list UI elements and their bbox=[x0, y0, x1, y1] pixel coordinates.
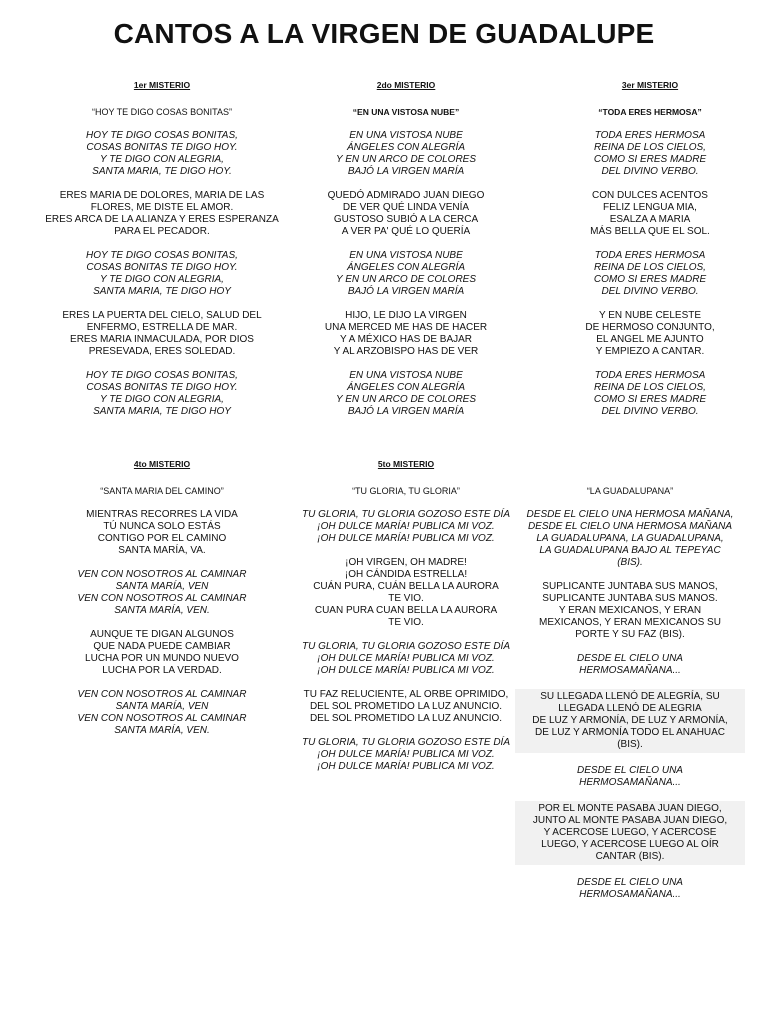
lyric-line: FELIZ LENGUA MIA, bbox=[603, 202, 697, 213]
lyric-line: COMO SI ERES MADRE bbox=[593, 154, 707, 165]
lyric-line: HIJO, LE DIJO LA VIRGEN bbox=[345, 310, 467, 321]
section-heading: 3er MISTERIO bbox=[621, 80, 679, 90]
lyric-line: ÁNGELES CON ALEGRÍA bbox=[347, 382, 465, 393]
lyric-line: DESDE EL CIELO UNA HERMOSA MAÑANA bbox=[527, 521, 733, 532]
section-heading: 5to MISTERIO bbox=[377, 459, 435, 469]
section-5to-misterio bbox=[281, 458, 531, 785]
lyric-line: ¡OH DULCE MARÍA! PUBLICA MI VOZ. bbox=[317, 533, 495, 544]
lyric-line: Y EN UN ARCO DE COLORES bbox=[335, 154, 477, 165]
lyric-line: TU GLORIA, TU GLORIA GOZOSO ESTE DÍA bbox=[302, 509, 510, 520]
lyric-line: REINA DE LOS CIELOS, bbox=[594, 382, 706, 393]
section-heading bbox=[515, 458, 745, 470]
verse-stanza bbox=[37, 190, 287, 238]
song-title: “SANTA MARIA DEL CAMINO” bbox=[100, 486, 224, 496]
lyric-line: Y EMPIEZO A CANTAR. bbox=[595, 346, 705, 357]
chorus-stanza bbox=[281, 250, 531, 298]
lyric-line: LUEGO, Y ACERCOSE LUEGO AL OÍR bbox=[541, 839, 719, 850]
lyric-line: DESDE EL CIELO UNA bbox=[577, 765, 683, 776]
lyric-line: TODA ERES HERMOSA bbox=[594, 250, 706, 261]
lyric-line: CANTAR (BIS). bbox=[595, 851, 665, 862]
lyric-line: COMO SI ERES MADRE bbox=[593, 394, 707, 405]
section-4to-misterio bbox=[37, 458, 287, 749]
lyric-line: BAJÓ LA VIRGEN MARÍA bbox=[347, 406, 465, 417]
lyric-line: LUCHA POR LA VERDAD. bbox=[102, 665, 222, 676]
song-title: “LA GUADALUPANA” bbox=[586, 486, 674, 496]
lyric-line: ÁNGELES CON ALEGRÍA bbox=[347, 142, 465, 153]
lyric-line: TE VIO. bbox=[388, 617, 424, 628]
lyric-line: Y EN NUBE CELESTE bbox=[598, 310, 702, 321]
lyric-line: QUE NADA PUEDE CAMBIAR bbox=[93, 641, 231, 652]
lyric-line: SANTA MARÍA, VEN. bbox=[114, 605, 210, 616]
lyric-line: SUPLICANTE JUNTABA SUS MANOS. bbox=[542, 593, 718, 604]
chorus-stanza bbox=[525, 130, 768, 178]
lyric-line: CON DULCES ACENTOS bbox=[592, 190, 708, 201]
lyric-line: COSAS BONITAS TE DIGO HOY. bbox=[86, 382, 238, 393]
lyric-line: ¡OH VIRGEN, OH MADRE! bbox=[345, 557, 467, 568]
section-heading: 1er MISTERIO bbox=[133, 80, 191, 90]
lyric-line: COMO SI ERES MADRE bbox=[593, 274, 707, 285]
lyric-line: ÁNGELES CON ALEGRÍA bbox=[347, 262, 465, 273]
lyric-line: DEL SOL PROMETIDO LA LUZ ANUNCIO. bbox=[309, 701, 503, 712]
verse-stanza bbox=[525, 310, 768, 358]
lyric-line: Y AL ARZOBISPO HAS DE VER bbox=[333, 346, 479, 357]
section-heading: 2do MISTERIO bbox=[376, 80, 436, 90]
lyric-line: HERMOSAMAÑANA... bbox=[579, 889, 681, 900]
lyric-line: ERES ARCA DE LA ALIANZA Y ERES ESPERANZA bbox=[45, 214, 279, 225]
lyric-line: FLORES, ME DISTE EL AMOR. bbox=[90, 202, 234, 213]
lyric-line: LA GUADALUPANA, LA GUADALUPANA, bbox=[536, 533, 724, 544]
lyric-line: VEN CON NOSOTROS AL CAMINAR bbox=[77, 713, 247, 724]
verse-stanza bbox=[515, 689, 745, 753]
lyric-line: SANTA MARIA, TE DIGO HOY bbox=[93, 406, 231, 417]
lyric-line: SANTA MARÍA, VA. bbox=[118, 545, 206, 556]
verse-stanza bbox=[281, 557, 531, 629]
lyric-line: Y ERAN MEXICANOS, Y ERAN bbox=[558, 605, 702, 616]
lyric-line: Y TE DIGO CON ALEGRIA, bbox=[100, 154, 224, 165]
lyric-line: TÚ NUNCA SOLO ESTÁS bbox=[103, 521, 221, 532]
section-3er-misterio bbox=[525, 79, 768, 430]
section-heading: 4to MISTERIO bbox=[133, 459, 191, 469]
lyric-line: Y TE DIGO CON ALEGRIA, bbox=[100, 394, 224, 405]
lyric-line: HERMOSAMAÑANA... bbox=[579, 777, 681, 788]
lyric-line: BAJÓ LA VIRGEN MARÍA bbox=[347, 286, 465, 297]
lyric-line: Y TE DIGO CON ALEGRIA, bbox=[100, 274, 224, 285]
lyric-line: Y EN UN ARCO DE COLORES bbox=[335, 394, 477, 405]
lyric-line: TU GLORIA, TU GLORIA GOZOSO ESTE DÍA bbox=[302, 737, 510, 748]
lyric-line: ¡OH DULCE MARÍA! PUBLICA MI VOZ. bbox=[317, 521, 495, 532]
chorus-stanza bbox=[515, 877, 745, 901]
lyric-line: TU FAZ RELUCIENTE, AL ORBE OPRIMIDO, bbox=[303, 689, 509, 700]
chorus-stanza bbox=[515, 509, 745, 569]
lyric-line: COSAS BONITAS TE DIGO HOY. bbox=[86, 142, 238, 153]
section-2do-misterio bbox=[281, 79, 531, 430]
chorus-stanza bbox=[525, 370, 768, 418]
verse-stanza bbox=[515, 581, 745, 641]
section-la-guadalupana bbox=[515, 458, 745, 913]
lyric-line: LUCHA POR UN MUNDO NUEVO bbox=[85, 653, 239, 664]
lyric-line: ¡OH DULCE MARÍA! PUBLICA MI VOZ. bbox=[317, 665, 495, 676]
lyric-line: MIENTRAS RECORRES LA VIDA bbox=[86, 509, 238, 520]
lyric-line: LLEGADA LLENÓ DE ALEGRIA bbox=[558, 703, 702, 714]
lyric-line: TU GLORIA, TU GLORIA GOZOSO ESTE DÍA bbox=[302, 641, 510, 652]
lyric-line: AUNQUE TE DIGAN ALGUNOS bbox=[90, 629, 234, 640]
lyric-line: HOY TE DIGO COSAS BONITAS, bbox=[86, 250, 238, 261]
lyric-line: LA GUADALUPANA BAJO AL TEPEYAC bbox=[539, 545, 721, 556]
lyric-line: POR EL MONTE PASABA JUAN DIEGO, bbox=[538, 803, 722, 814]
lyric-line: SU LLEGADA LLENÓ DE ALEGRÍA, SU bbox=[540, 691, 720, 702]
lyric-line: HOY TE DIGO COSAS BONITAS, bbox=[86, 130, 238, 141]
lyric-line: DESDE EL CIELO UNA HERMOSA MAÑANA, bbox=[526, 509, 734, 520]
lyric-line: DEL DIVINO VERBO. bbox=[601, 406, 699, 417]
lyric-line: BAJÓ LA VIRGEN MARÍA bbox=[347, 166, 465, 177]
lyric-line: SANTA MARÍA, VEN bbox=[115, 581, 209, 592]
lyric-line: DEL DIVINO VERBO. bbox=[601, 286, 699, 297]
lyric-line: DE LUZ Y ARMONÍA, DE LUZ Y ARMONÍA, bbox=[532, 715, 728, 726]
lyric-line: ERES MARIA DE DOLORES, MARIA DE LAS bbox=[59, 190, 265, 201]
lyric-line: (BIS). bbox=[617, 739, 643, 750]
chorus-stanza bbox=[281, 370, 531, 418]
lyric-line: TODA ERES HERMOSA bbox=[594, 370, 706, 381]
section-1er-misterio bbox=[37, 79, 287, 430]
song-title: “TODA ERES HERMOSA” bbox=[598, 107, 702, 117]
lyric-line: VEN CON NOSOTROS AL CAMINAR bbox=[77, 593, 247, 604]
chorus-stanza bbox=[37, 370, 287, 418]
lyric-line: EL ANGEL ME AJUNTO bbox=[596, 334, 704, 345]
lyric-line: Y A MÉXICO HAS DE BAJAR bbox=[339, 334, 473, 345]
lyric-line: DESDE EL CIELO UNA bbox=[577, 653, 683, 664]
lyric-line: ¡OH DULCE MARÍA! PUBLICA MI VOZ. bbox=[317, 761, 495, 772]
lyric-line: SANTA MARIA, TE DIGO HOY bbox=[93, 286, 231, 297]
lyric-line: MEXICANOS, Y ERAN MEXICANOS SU bbox=[539, 617, 721, 628]
lyric-line: PRESEVADA, ERES SOLEDAD. bbox=[88, 346, 236, 357]
lyric-line: GUSTOSO SUBIÓ A LA CERCA bbox=[333, 214, 479, 225]
chorus-stanza bbox=[515, 765, 745, 789]
verse-stanza bbox=[281, 190, 531, 238]
lyric-line: DEL SOL PROMETIDO LA LUZ ANUNCIO. bbox=[309, 713, 503, 724]
lyric-line: ESALZA A MARIA bbox=[609, 214, 691, 225]
lyric-line: DESDE EL CIELO UNA bbox=[577, 877, 683, 888]
chorus-stanza bbox=[515, 653, 745, 677]
lyric-line: Y EN UN ARCO DE COLORES bbox=[335, 274, 477, 285]
lyric-line: QUEDÓ ADMIRADO JUAN DIEGO bbox=[327, 190, 485, 201]
lyric-line: CUÁN PURA, CUÁN BELLA LA AURORA bbox=[313, 581, 499, 592]
lyric-line: REINA DE LOS CIELOS, bbox=[594, 142, 706, 153]
lyric-line: ENFERMO, ESTRELLA DE MAR. bbox=[86, 322, 238, 333]
lyric-line: CUAN PURA CUAN BELLA LA AURORA bbox=[314, 605, 498, 616]
chorus-stanza bbox=[37, 569, 287, 617]
lyric-line: Y ACERCOSE LUEGO, Y ACERCOSE bbox=[543, 827, 717, 838]
lyric-line: TODA ERES HERMOSA bbox=[594, 130, 706, 141]
song-title: “EN UNA VISTOSA NUBE” bbox=[352, 107, 460, 117]
lyric-line: ERES MARIA INMACULADA, POR DIOS bbox=[70, 334, 254, 345]
verse-stanza bbox=[515, 801, 745, 865]
lyric-line: SUPLICANTE JUNTABA SUS MANOS, bbox=[542, 581, 718, 592]
lyric-line: DE LUZ Y ARMONÍA TODO EL ANAHUAC bbox=[534, 727, 726, 738]
chorus-stanza bbox=[281, 509, 531, 545]
verse-stanza bbox=[281, 689, 531, 725]
lyric-line: HERMOSAMAÑANA... bbox=[579, 665, 681, 676]
lyric-line: DE VER QUÉ LINDA VENÍA bbox=[342, 202, 470, 213]
chorus-stanza bbox=[37, 689, 287, 737]
lyric-line: HOY TE DIGO COSAS BONITAS, bbox=[86, 370, 238, 381]
chorus-stanza bbox=[37, 130, 287, 178]
verse-stanza bbox=[37, 310, 287, 358]
lyric-line: ERES LA PUERTA DEL CIELO, SALUD DEL bbox=[62, 310, 262, 321]
lyric-line: REINA DE LOS CIELOS, bbox=[594, 262, 706, 273]
lyric-line: EN UNA VISTOSA NUBE bbox=[349, 370, 463, 381]
lyric-line: MÁS BELLA QUE EL SOL. bbox=[590, 226, 710, 237]
page-title: CANTOS A LA VIRGEN DE GUADALUPE bbox=[113, 18, 655, 49]
chorus-stanza bbox=[525, 250, 768, 298]
lyric-line: PARA EL PECADOR. bbox=[114, 226, 210, 237]
lyric-line: CONTIGO POR EL CAMINO bbox=[97, 533, 227, 544]
lyric-line: DEL DIVINO VERBO. bbox=[601, 166, 699, 177]
lyric-line: EN UNA VISTOSA NUBE bbox=[349, 250, 463, 261]
lyric-line: ¡OH CÁNDIDA ESTRELLA! bbox=[344, 569, 468, 580]
lyric-line: A VER PA' QUÉ LO QUERÍA bbox=[341, 226, 471, 237]
chorus-stanza bbox=[37, 250, 287, 298]
lyric-line: DE HERMOSO CONJUNTO, bbox=[585, 322, 715, 333]
lyric-line: SANTA MARIA, TE DIGO HOY. bbox=[92, 166, 232, 177]
lyric-line: SANTA MARÍA, VEN. bbox=[114, 725, 210, 736]
lyric-line: TE VIO. bbox=[388, 593, 424, 604]
lyric-line: VEN CON NOSOTROS AL CAMINAR bbox=[77, 569, 247, 580]
chorus-stanza bbox=[281, 130, 531, 178]
song-title: “TU GLORIA, TU GLORIA” bbox=[352, 486, 460, 496]
verse-stanza bbox=[525, 190, 768, 238]
chorus-stanza bbox=[281, 641, 531, 677]
song-title: “HOY TE DIGO COSAS BONITAS” bbox=[91, 107, 233, 117]
verse-stanza bbox=[37, 509, 287, 557]
lyric-line: PORTE Y SU FAZ (BIS). bbox=[575, 629, 685, 640]
verse-stanza bbox=[37, 629, 287, 677]
lyric-line: COSAS BONITAS TE DIGO HOY. bbox=[86, 262, 238, 273]
lyric-line: EN UNA VISTOSA NUBE bbox=[349, 130, 463, 141]
lyric-line: (BIS). bbox=[617, 557, 643, 568]
lyric-line: UNA MERCED ME HAS DE HACER bbox=[324, 322, 488, 333]
lyric-line: JUNTO AL MONTE PASABA JUAN DIEGO, bbox=[532, 815, 728, 826]
lyric-line: ¡OH DULCE MARÍA! PUBLICA MI VOZ. bbox=[317, 749, 495, 760]
lyric-line: SANTA MARÍA, VEN bbox=[115, 701, 209, 712]
chorus-stanza bbox=[281, 737, 531, 773]
lyric-line: ¡OH DULCE MARÍA! PUBLICA MI VOZ. bbox=[317, 653, 495, 664]
lyric-line: VEN CON NOSOTROS AL CAMINAR bbox=[77, 689, 247, 700]
verse-stanza bbox=[281, 310, 531, 358]
